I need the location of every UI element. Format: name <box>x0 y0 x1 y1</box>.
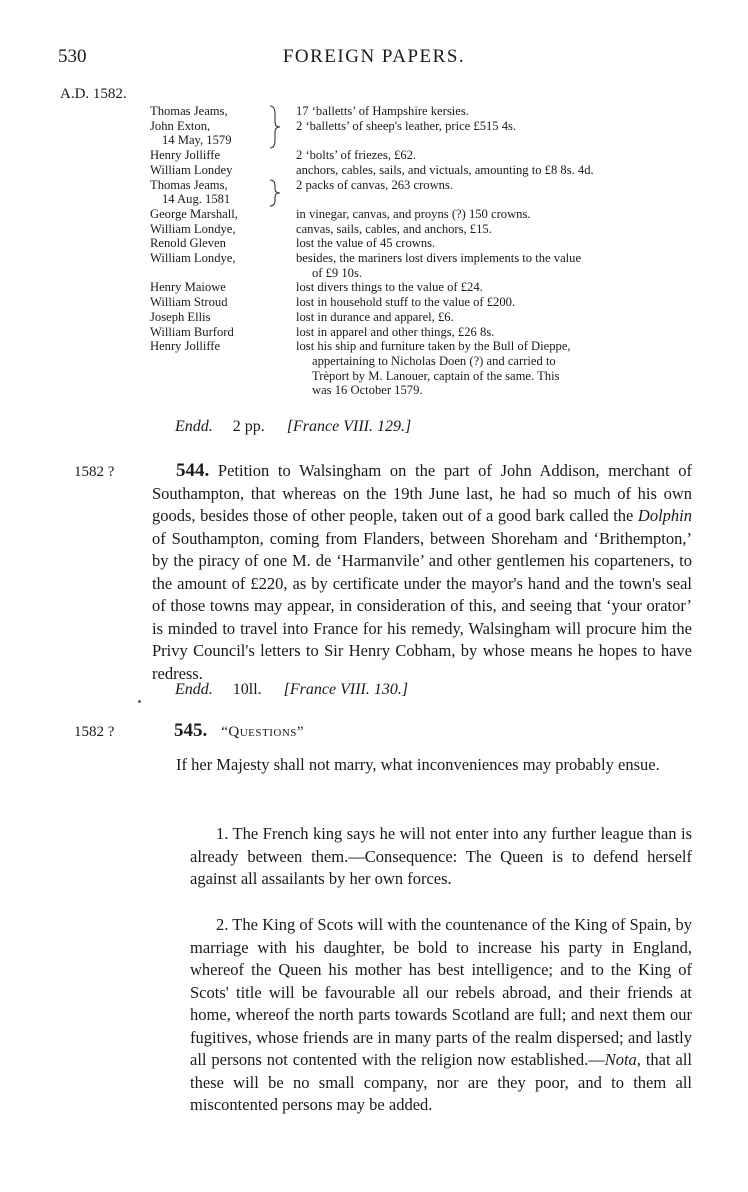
loss-entry: lost in apparel and other things, £26 8s. <box>296 324 495 339</box>
name-entry: William Stroud <box>150 295 228 310</box>
loss-spacer <box>296 133 716 148</box>
loss-entry: 2 packs of canvas, 263 crowns. <box>296 177 454 192</box>
entry-545-heading <box>174 720 304 742</box>
speck-mark <box>138 700 141 703</box>
entry-544-text-b: of Southampton, coming from Flanders, between Shoreham and ‘Brithempton,’ by the piracy of one M. de ‘Harmanvile’ and other gentlemen his coparteners, to the amount of £220, as by certificate under the mayor's hand and the town's seal of those towns may appear, in consideration of this, and seeing that ‘your orator’ is minded to travel into France for his remedy, Walsingham will procure him the Privy Council's letters to Sir Henry Cobham, by whose means he hopes to have redress. <box>152 528 692 683</box>
name-spacer <box>150 266 278 281</box>
entry-545-point-2-b: , that all these will be no small company, nor are they poor, and to them all miscontented persons may be added. <box>190 1050 693 1114</box>
name-entry: Renold Gleven <box>150 236 226 251</box>
entry-545-point-2-a: 2. The King of Scots will with the countenance of the King of Spain, by marriage with his daughter, be bold to increase his party in England, whereof the Queen his mother has best intelligence; and to the King of Scots' title will be favourable all our rebels abroad, and their friends at home, whereof the north parts towards Scotland are full; and next them our fugitives, whose friends are in many parts of the realm dispersed; and lastly all persons not contented with the religion now established.— <box>190 915 692 1069</box>
name-entry: John Exton, <box>150 118 211 133</box>
loss-entry: lost in household stuff to the value of £200. <box>296 295 516 310</box>
loss-entry: besides, the mariners lost divers implements to the value <box>296 251 582 265</box>
name-entry: William Londye, <box>150 251 236 266</box>
name-entry: Joseph Ellis <box>150 309 211 324</box>
leaf-count: 10ll. <box>232 681 262 698</box>
page-header <box>0 46 748 76</box>
endd-label: Endd. <box>175 681 213 698</box>
loss-entry: appertaining to Nicholas Doen (?) and carried to <box>312 353 556 368</box>
names-column <box>150 104 278 354</box>
loss-entry: of £9 10s. <box>312 265 363 280</box>
page-count: 2 pp. <box>232 418 265 435</box>
loss-entry: Trèport by M. Lanouer, captain of the same. This <box>312 368 560 383</box>
loss-spacer <box>296 192 716 207</box>
loss-entry: lost the value of 45 crowns. <box>296 236 436 251</box>
loss-entry: in vinegar, canvas, and proyns (?) 150 crowns. <box>296 206 531 221</box>
name-entry: 14 Aug. 1581 <box>162 192 231 207</box>
entry-545-date: 1582 ? <box>74 724 115 740</box>
nota-label: Nota <box>604 1050 637 1069</box>
name-entry: Thomas Jeams, <box>150 104 228 118</box>
loss-entry: anchors, cables, sails, and victuals, amounting to £8 8s. 4d. <box>296 162 594 177</box>
loss-entry: was 16 October 1579. <box>312 383 423 398</box>
loss-entry: canvas, sails, cables, and anchors, £15. <box>296 221 492 236</box>
entry-545-intro: If her Majesty shall not marry, what inconveniences may probably ensue. <box>176 755 660 774</box>
ship-name: Dolphin <box>637 506 692 525</box>
name-entry: Henry Maiowe <box>150 280 226 295</box>
entry-544-text <box>152 460 692 685</box>
running-title: FOREIGN PAPERS. <box>282 46 466 67</box>
margin-year: A.D. 1582. <box>60 86 127 102</box>
entry-544-text-a: Petition to Walsingham on the part of John Addison, merchant of Southampton, that whereas on the 19th June last, he had so much of his own goods, besides those of other people, taken out of a good bark called the <box>152 461 693 525</box>
entry-545-title: “Questions” <box>221 724 305 740</box>
brace-group-2 <box>268 178 282 208</box>
entry-545-number: 545. <box>174 720 208 741</box>
name-entry: Henry Jolliffe <box>150 148 221 163</box>
brace-group-1 <box>268 104 282 150</box>
loss-entry: 2 ‘balletts’ of sheep's leather, price £515 4s. <box>296 118 517 133</box>
losses-column <box>296 104 716 398</box>
name-entry: Thomas Jeams, <box>150 177 228 192</box>
name-entry: George Marshall, <box>150 206 238 221</box>
name-entry: William Londey <box>150 162 233 177</box>
loss-entry: lost his ship and furniture taken by the Bull of Dieppe, <box>296 339 571 354</box>
endorsement-543 <box>175 418 411 436</box>
entry-545-point-1: 1. The French king says he will not enter into any further league than is already between them.—Consequence: The Queen is to defend herself against all assailants by her own forces. <box>190 824 692 888</box>
entry-544-number: 544. <box>176 460 210 481</box>
archive-reference: [France VIII. 129.] <box>286 418 412 435</box>
loss-entry: 2 ‘bolts’ of friezes, £62. <box>296 148 417 163</box>
archive-reference: [France VIII. 130.] <box>283 681 409 698</box>
loss-entry: 17 ‘balletts’ of Hampshire kersies. <box>296 104 469 118</box>
name-entry: William Burford <box>150 324 234 339</box>
loss-entry: lost in durance and apparel, £6. <box>296 309 454 324</box>
name-entry: William Londye, <box>150 221 236 236</box>
endorsement-544 <box>175 681 408 699</box>
loss-entry: lost divers things to the value of £24. <box>296 280 483 295</box>
page-number: 530 <box>58 46 87 67</box>
name-entry: 14 May, 1579 <box>162 133 232 148</box>
endd-label: Endd. <box>175 418 213 435</box>
entry-544-date: 1582 ? <box>74 464 115 480</box>
entry-545-point-2 <box>190 914 692 1117</box>
name-entry: Henry Jolliffe <box>150 339 221 354</box>
